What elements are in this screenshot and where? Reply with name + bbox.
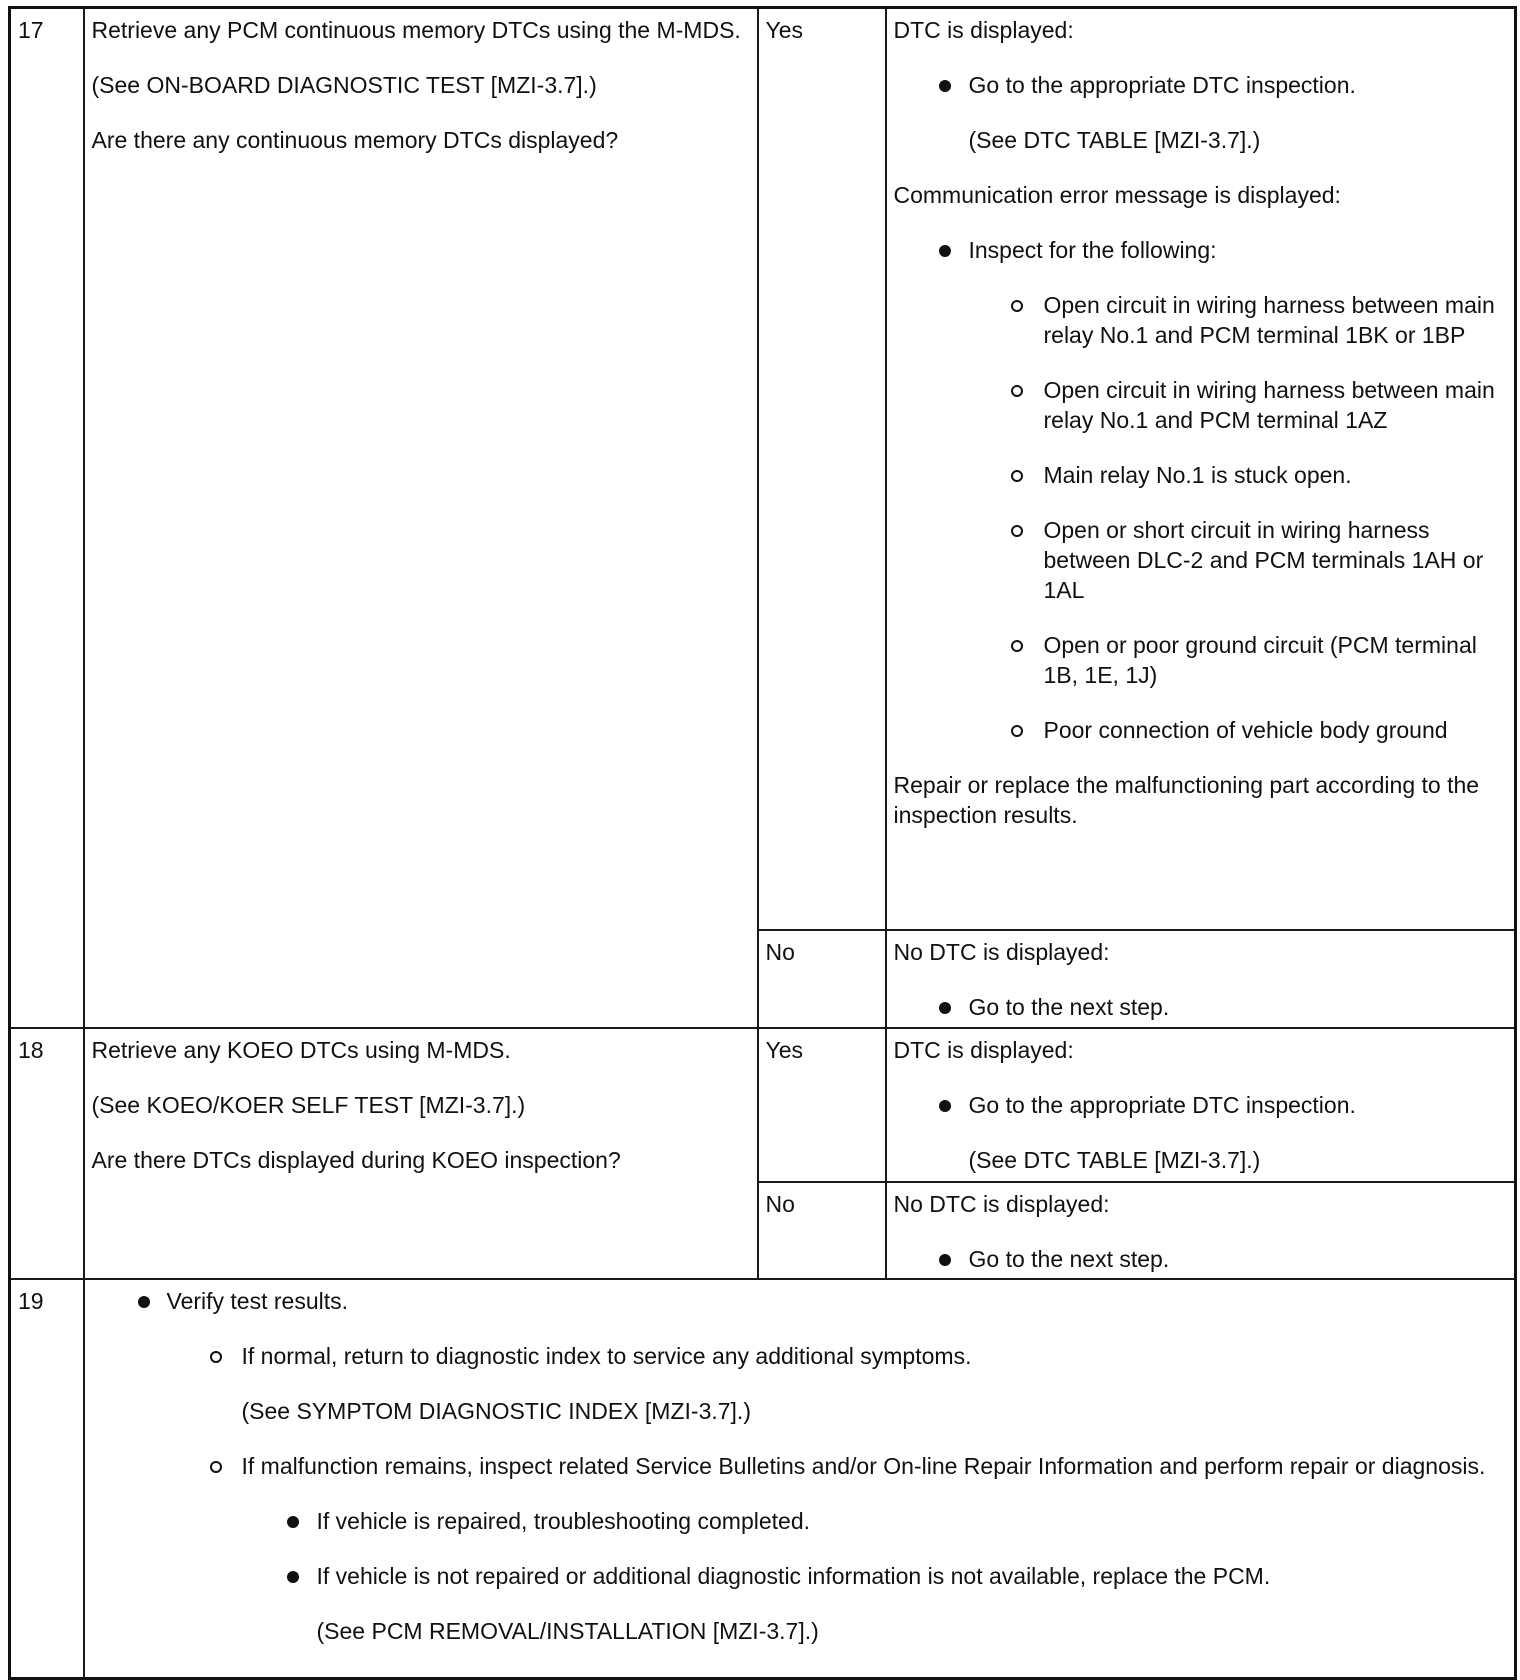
repair-instruction: Repair or replace the malfunctioning part according to the inspection results. (893, 772, 1480, 828)
step-question-cell (84, 8, 758, 1028)
inspection-item: Open circuit in wiring harness between main relay No.1 and PCM terminal 1BK or 1BP (894, 290, 1509, 350)
step-question: Are there any continuous memory DTCs displayed? (91, 127, 619, 153)
action-heading: DTC is displayed: (893, 17, 1074, 43)
inspection-item: Poor connection of vehicle body ground (894, 715, 1509, 745)
result-item: If malfunction remains, inspect related Service Bulletins and/or On-line Repair Information and perform repair or diagnosis. (92, 1451, 1509, 1481)
result-subitem: If vehicle is not repaired or additional diagnostic information is not available, replace the PCM. (92, 1561, 1509, 1591)
answer-yes-action-cell (886, 1028, 1516, 1182)
action-heading: Communication error message is displayed: (893, 182, 1341, 208)
inspection-item: Open circuit in wiring harness between main relay No.1 and PCM terminal 1AZ (894, 375, 1509, 435)
diagnostic-step-table (8, 6, 1517, 1680)
action-reference: (See DTC TABLE [MZI-3.7].) (968, 1146, 1261, 1173)
action-bullet: Go to the next step. (894, 1244, 1509, 1274)
inspection-item: Main relay No.1 is stuck open. (894, 460, 1509, 490)
answer-yes-label: Yes (758, 1028, 886, 1182)
step-19-row (10, 1279, 1516, 1679)
step-number: 18 (10, 1028, 84, 1279)
result-reference: (See PCM REMOVAL/INSTALLATION [MZI-3.7].) (316, 1617, 819, 1644)
action-bullet: Go to the appropriate DTC inspection. (894, 70, 1509, 100)
answer-no-label: No (758, 930, 886, 1028)
result-subitem: If vehicle is repaired, troubleshooting completed. (92, 1506, 1509, 1536)
step-reference: (See KOEO/KOER SELF TEST [MZI-3.7].) (91, 1091, 526, 1118)
answer-no-label: No (758, 1182, 886, 1279)
inspection-item: Open or short circuit in wiring harness between DLC-2 and PCM terminals 1AH or 1AL (894, 515, 1509, 605)
step-number: 19 (10, 1279, 84, 1679)
diagnostic-procedure-page (8, 6, 1514, 1680)
answer-yes-label: Yes (758, 8, 886, 930)
action-heading: No DTC is displayed: (893, 1190, 1110, 1217)
step-instruction: Retrieve any PCM continuous memory DTCs using the M-MDS. (91, 17, 741, 43)
action-heading: No DTC is displayed: (893, 938, 1110, 965)
step-question-cell (84, 1028, 758, 1279)
step-question: Are there DTCs displayed during KOEO inspection? (91, 1146, 621, 1173)
step-18-yes-row (10, 1028, 1516, 1182)
step-instruction: Retrieve any KOEO DTCs using M-MDS. (91, 1036, 511, 1063)
inspection-item: Open or poor ground circuit (PCM terminal 1B, 1E, 1J) (894, 630, 1509, 690)
action-heading: DTC is displayed: (893, 1036, 1074, 1063)
step-19-content (84, 1279, 1516, 1679)
answer-no-action-cell (886, 930, 1516, 1028)
step-number: 17 (10, 8, 84, 1028)
result-reference: (See SYMPTOM DIAGNOSTIC INDEX [MZI-3.7].) (241, 1397, 751, 1424)
action-bullet: Go to the next step. (894, 992, 1509, 1022)
step-reference: (See ON-BOARD DIAGNOSTIC TEST [MZI-3.7].) (91, 72, 597, 98)
result-item: If normal, return to diagnostic index to service any additional symptoms. (92, 1341, 1509, 1371)
answer-no-action-cell (886, 1182, 1516, 1279)
action-bullet: Inspect for the following: (894, 235, 1509, 265)
action-bullet: Verify test results. (92, 1286, 1509, 1316)
action-reference: (See DTC TABLE [MZI-3.7].) (968, 127, 1261, 153)
answer-yes-action-cell (886, 8, 1516, 930)
step-17-yes-row (10, 8, 1516, 930)
action-bullet: Go to the appropriate DTC inspection. (894, 1090, 1509, 1120)
